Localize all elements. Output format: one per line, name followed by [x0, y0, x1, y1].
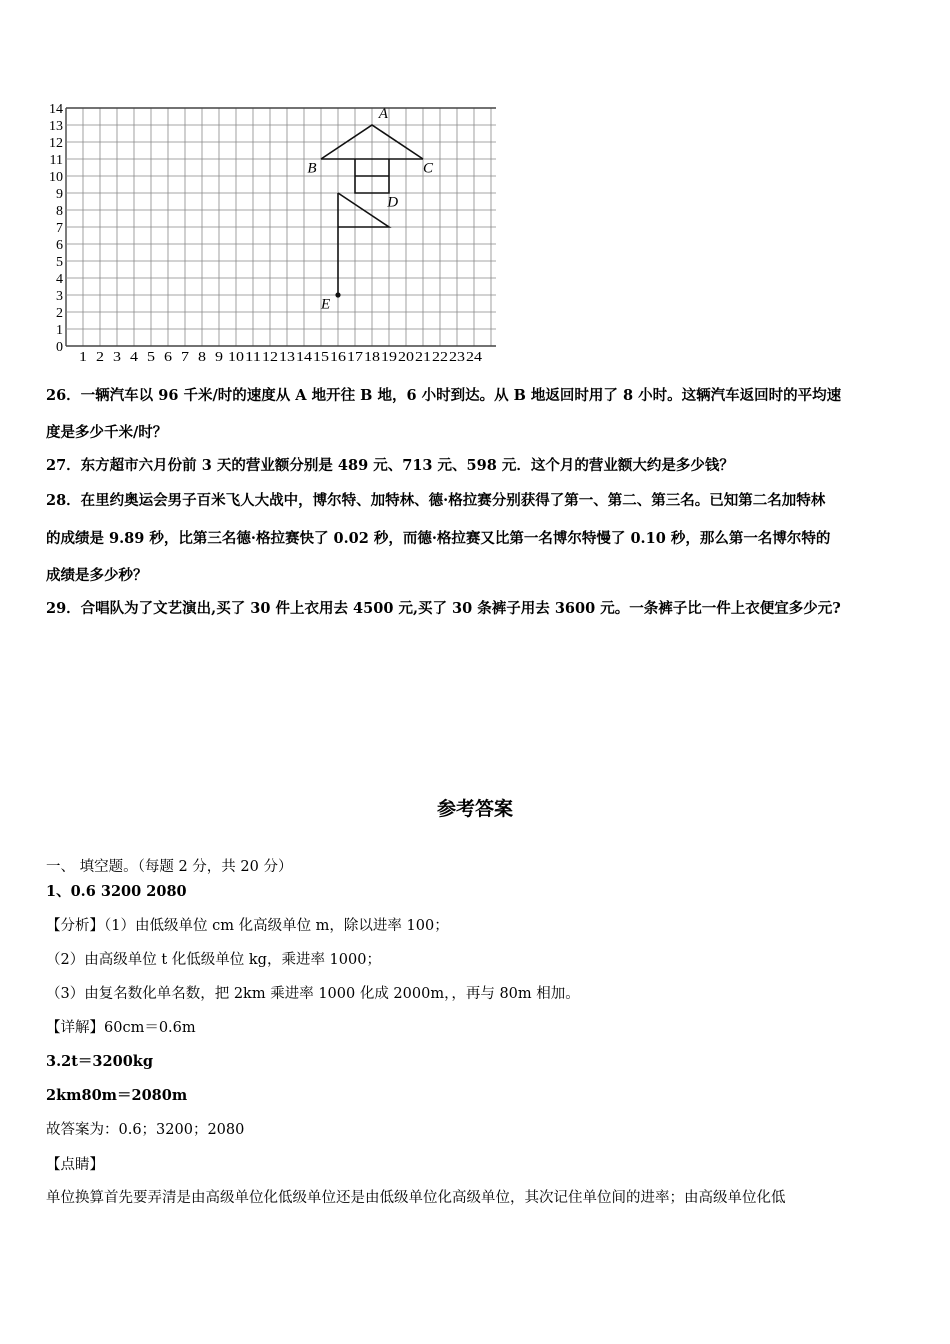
x-tick-label: 16	[330, 350, 346, 365]
y-tick-label: 9	[56, 187, 63, 202]
point-label-d: D	[387, 194, 399, 211]
x-tick-label: 24	[466, 350, 482, 365]
y-tick-label: 2	[56, 306, 63, 321]
comment-label: 【点睛】	[46, 1157, 104, 1173]
x-tick-label: 14	[296, 350, 312, 365]
x-tick-label: 13	[279, 350, 295, 365]
point-label-a: A	[378, 106, 388, 123]
point-label-e: E	[321, 296, 331, 313]
question-27: 27．东方超市六月份前 3 天的营业额分别是 489 元、713 元、598 元．这个月的营业额大约是多少钱？	[46, 457, 734, 474]
point-e-dot	[335, 292, 340, 297]
x-tick-label: 1	[79, 350, 87, 365]
x-tick-label: 6	[164, 350, 172, 365]
point-labels	[307, 106, 434, 312]
detail-line: 【详解】60cm＝0.6m	[46, 1020, 196, 1036]
y-tick-label: 12	[49, 136, 63, 151]
x-tick-label: 7	[181, 350, 189, 365]
y-tick-label: 3	[56, 289, 63, 304]
x-tick-label: 2	[96, 350, 104, 365]
x-axis-tick-labels	[79, 350, 482, 365]
question-26-line-2: 度是多少千米/时？	[46, 424, 168, 441]
x-tick-label: 18	[364, 350, 380, 365]
coordinate-grid-figure	[36, 96, 496, 368]
y-tick-label: 13	[49, 119, 63, 134]
calc-line-2: 3.2t＝3200kg	[46, 1053, 153, 1070]
y-tick-label: 14	[49, 102, 63, 117]
point-label-c: C	[423, 160, 434, 177]
question-29: 29．合唱队为了文艺演出,买了 30 件上衣用去 4500 元,买了 30 条裤子用去 3600 元。一条裤子比一件上衣便宜多少元?	[46, 600, 841, 617]
y-tick-label: 11	[49, 153, 63, 168]
x-tick-label: 3	[113, 350, 121, 365]
x-tick-label: 11	[245, 350, 261, 365]
step-2-line: （2）由高级单位 t 化低级单位 kg，乘进率 1000；	[46, 952, 381, 968]
question-28-line-3: 成绩是多少秒？	[46, 567, 148, 584]
x-tick-label: 23	[449, 350, 465, 365]
x-tick-label: 8	[198, 350, 206, 365]
y-tick-label: 6	[56, 238, 63, 253]
x-tick-label: 4	[130, 350, 138, 365]
y-tick-label: 8	[56, 204, 63, 219]
answer-1: 1、0.6 3200 2080	[46, 883, 187, 900]
x-tick-label: 17	[347, 350, 363, 365]
x-tick-label: 19	[381, 350, 397, 365]
question-28-line-1: 28．在里约奥运会男子百米飞人大战中，博尔特、加特林、德·格拉赛分别获得了第一、第二、第三名。已知第二名加特林	[46, 492, 826, 509]
y-tick-label: 0	[56, 340, 63, 355]
question-26-line-1: 26．一辆汽车以 96 千米/时的速度从 A 地开往 B 地，6 小时到达。从 B 地返回时用了 8 小时。这辆汽车返回时的平均速	[46, 387, 842, 404]
x-tick-label: 22	[432, 350, 448, 365]
question-28-line-2: 的成绩是 9.89 秒，比第三名德·格拉赛快了 0.02 秒，而德·格拉赛又比第一名博尔特慢了 0.10 秒，那么第一名博尔特的	[46, 530, 831, 547]
section-heading: 一、 填空题。（每题 2 分，共 20 分）	[46, 859, 293, 875]
x-tick-label: 5	[147, 350, 155, 365]
answer-title: 参考答案	[436, 798, 513, 820]
x-tick-label: 21	[415, 350, 431, 365]
y-tick-label: 4	[56, 272, 63, 287]
x-tick-label: 12	[262, 350, 278, 365]
x-tick-label: 10	[228, 350, 244, 365]
x-tick-label: 20	[398, 350, 414, 365]
y-tick-label: 1	[56, 323, 63, 338]
final-answer-line: 故答案为：0.6；3200；2080	[46, 1122, 245, 1138]
y-tick-label: 7	[56, 221, 63, 236]
x-tick-label: 15	[313, 350, 329, 365]
comment-text: 单位换算首先要弄清是由高级单位化低级单位还是由低级单位化高级单位，其次记住单位间的进率；由高级单位化低	[46, 1190, 786, 1206]
step-3-line: （3）由复名数化单名数，把 2km 乘进率 1000 化成 2000m，，再与 80m 相加。	[46, 986, 580, 1002]
y-tick-label: 10	[49, 170, 63, 185]
x-tick-label: 9	[215, 350, 223, 365]
point-label-b: B	[307, 160, 317, 177]
grid-lines	[66, 108, 496, 346]
y-tick-label: 5	[56, 255, 63, 270]
calc-line-3: 2km80m＝2080m	[46, 1087, 188, 1104]
analysis-line: 【分析】（1）由低级单位 cm 化高级单位 m，除以进率 100；	[46, 918, 449, 934]
y-axis-tick-labels	[49, 102, 63, 355]
